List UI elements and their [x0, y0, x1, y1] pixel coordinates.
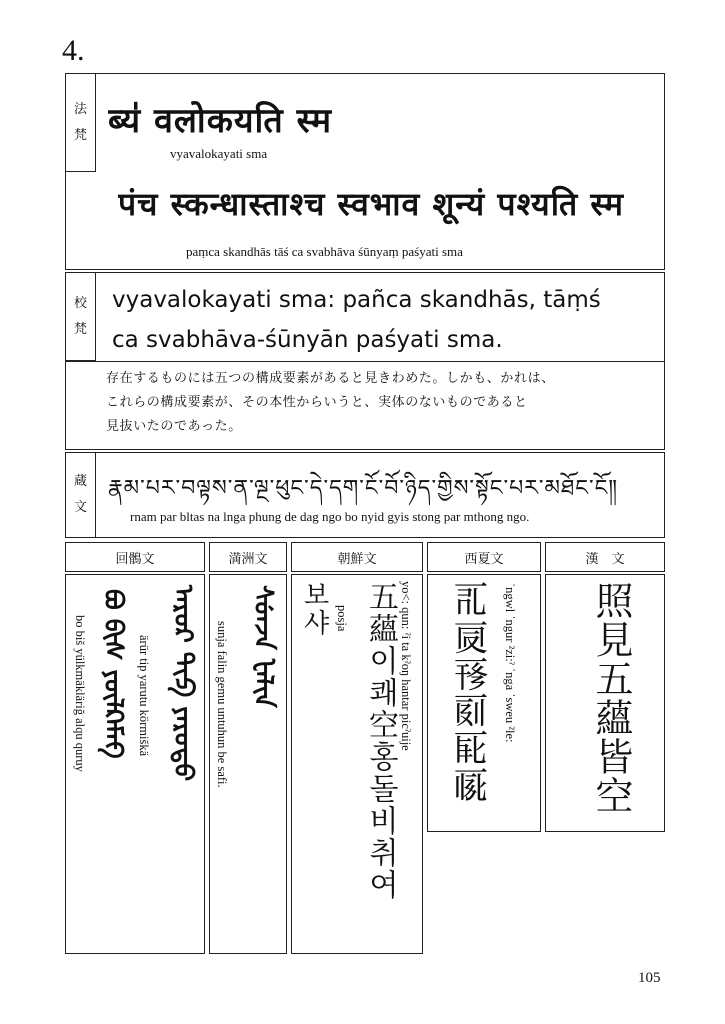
- revised-divider: [66, 361, 664, 362]
- header-manchu: 満洲文: [209, 542, 287, 572]
- uighur-translit-1: ärür tip yarutu körmiškä: [137, 635, 151, 757]
- japanese-line: これらの構成要素が、その本性からいうと、実体のないものであると: [106, 395, 528, 410]
- revised-tab: [66, 273, 96, 361]
- header-chinese: 漢 文: [545, 542, 665, 572]
- header-uighur: 回鶻文: [65, 542, 205, 572]
- tibetan-tab: [66, 453, 96, 537]
- korean-long-translit: yo˂: qun: ˀi ta kˀoŋ hantar picˀuije: [399, 581, 413, 751]
- tab-char: 蔵: [73, 474, 87, 489]
- sanskrit-script-line-1: ब्य॑ वलोकयति स्म: [108, 101, 333, 141]
- tibetan-translit: rnam par bltas na lnga phung de dag ngo bo nyid gyis stong par mthong ngo.: [130, 509, 530, 524]
- sanskrit-translit-1: vyavalokayati sma: [170, 146, 268, 161]
- revised-line-1: vyavalokayati sma: pañca skandhās, tāṃś: [112, 287, 601, 313]
- tab-char: 法: [73, 101, 87, 117]
- chinese-column: [545, 574, 665, 832]
- sanskrit-tab: [66, 74, 96, 172]
- sanskrit-translit-2: paṃca skandhās tāś ca svabhāva śūnyaṃ paśyati sma: [186, 244, 463, 259]
- uighur-script-1: ᠪᠣ ᠪᠢᠰ ᠶᠦᠯᠺᠡᠮᠠᠻ: [98, 589, 128, 759]
- tab-char: 梵: [73, 321, 87, 337]
- tibetan-box: [65, 452, 665, 538]
- section-number: 4.: [62, 34, 85, 67]
- japanese-translation: [106, 367, 696, 439]
- revised-line-2: ca svabhāva-śūnyān paśyati sma.: [112, 327, 503, 353]
- tab-char: 文: [73, 500, 87, 515]
- manchu-column: [209, 574, 287, 954]
- korean-long-script: 五蘊이쾌空홍돌비취여: [363, 581, 398, 901]
- tibetan-script: རྣམ་པར་བལྟས་ན་ལྔ་ཕུང་དེ་དག་ངོ་བོ་ཉིད་གྱིས་སྟོང་པར་མཐོང་ངོ༎: [108, 476, 619, 501]
- uighur-column: [65, 574, 205, 954]
- tab-char: 梵: [73, 127, 87, 143]
- chinese-text: 照見五蘊皆空: [589, 581, 633, 815]
- revised-box: [65, 272, 665, 450]
- japanese-line: 見抜いたのであった。: [106, 419, 242, 434]
- japanese-line: 存在するものには五つの構成要素があると見きわめた。しかも、かれは、: [106, 371, 555, 386]
- korean-short-translit: posja: [335, 605, 349, 632]
- manchu-script: ᠰᡠᠨᠵᠠ ᡶᠠᠯᡳᠨ: [248, 585, 278, 708]
- korean-column: [291, 574, 423, 954]
- header-tangut: 西夏文: [427, 542, 541, 572]
- tangut-column: [427, 574, 541, 832]
- uighur-script-2: ᠠᠷᠦᠷ ᠲᠢᠫ ᠶᠠᠷᠤᠲᠤ: [168, 585, 198, 782]
- header-korean: 朝鮮文: [291, 542, 423, 572]
- manchu-translit: sunja falin gemu untuhun be safi.: [215, 621, 229, 788]
- uighur-translit-2: bo biš yülkmäkläriğ alqu quruy: [73, 615, 87, 772]
- tangut-translit: ˈngwl ˈngur ²zi:ˀ ˈnga ˈsweu ²le:: [503, 583, 517, 743]
- tab-char: 校: [73, 295, 87, 311]
- tangut-script: 𗀀𗀁𗀂𗀃𗀄𗀅: [450, 581, 491, 804]
- page-footer-number: 105: [638, 970, 661, 986]
- sanskrit-box: [65, 73, 665, 270]
- sanskrit-script-line-2: पंच स्कन्धास्ताश्च स्वभाव शून्यं पश्यति स्म: [118, 185, 624, 223]
- korean-short-script: 보샤: [299, 581, 329, 637]
